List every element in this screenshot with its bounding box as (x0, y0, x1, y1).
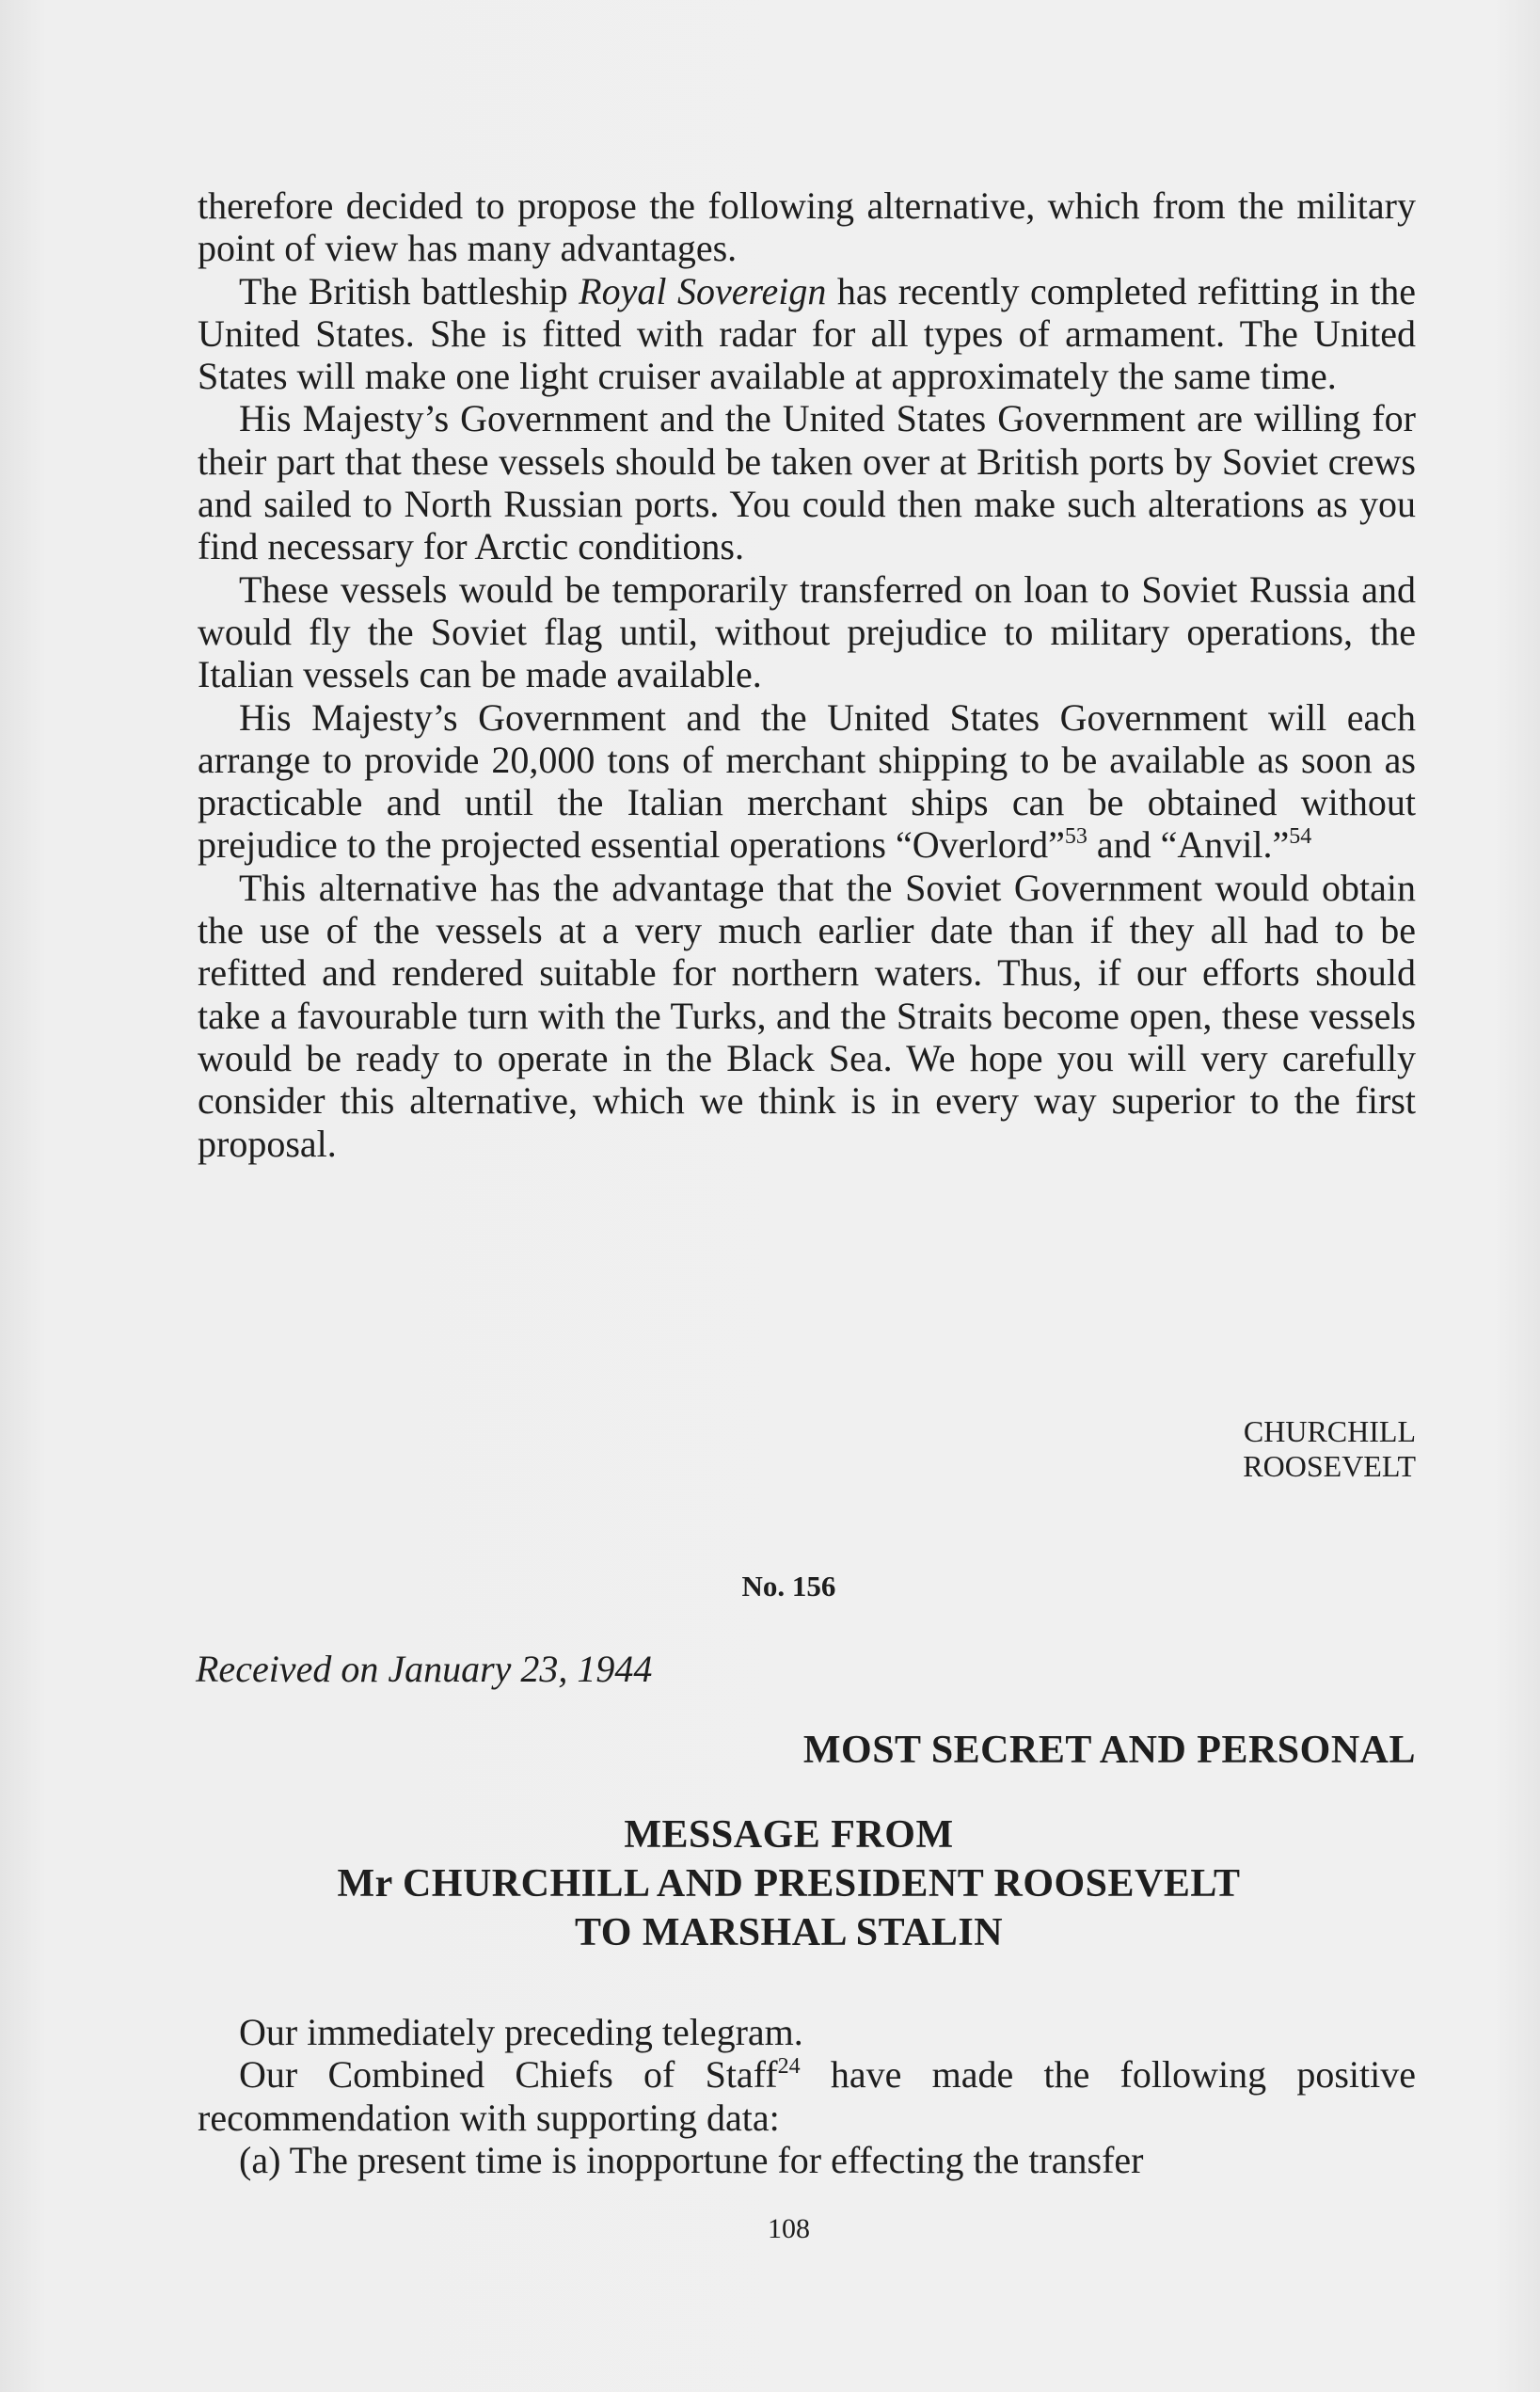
paragraph (198, 696, 1416, 867)
paragraph (198, 2053, 1416, 2139)
signature-block (1243, 1414, 1416, 1484)
ship-name: Royal Sovereign (579, 269, 827, 312)
footnote-ref: 24 (777, 2054, 801, 2080)
page-number: 108 (768, 2213, 810, 2244)
paragraph: Our immediately preceding telegram. (239, 2011, 803, 2053)
document-number: No. 156 (741, 1570, 836, 1603)
paragraph (198, 270, 1416, 398)
footnote-ref: 54 (1289, 824, 1312, 850)
text-segment: The British battleship (239, 269, 579, 312)
signature: ROOSEVELT (1243, 1449, 1416, 1483)
heading-line: MESSAGE FROM (624, 1813, 954, 1857)
received-date: Received on January 23, 1944 (196, 1648, 653, 1690)
text-segment: and “Anvil.” (1087, 823, 1290, 867)
paragraph: His Majesty’s Government and the United States Government are willing for their part that these vessels should be taken over at British ports by Soviet crews and sailed to North Russian ports. You could then make such alterations as you find necessary for Arctic conditions. (198, 397, 1416, 568)
text-segment: His Majesty’s Government and the United States Government will each arrange to provide 20,000 tons of merchant shipping to be available as soon as practicable and until the Italian merchant ships can be obtained without prejudice to the projected essential operations “Overlord” (198, 695, 1416, 867)
signature: CHURCHILL (1243, 1414, 1416, 1448)
paragraph: These vessels would be temporarily transferred on loan to Soviet Russia and would fly the Soviet flag until, without prejudice to military operations, the Italian vessels can be made available. (198, 567, 1416, 696)
message-heading (0, 1810, 1540, 1957)
heading-line: Mr CHURCHILL AND PRESIDENT ROOSEVELT (337, 1862, 1241, 1906)
text-segment: have made the following positive recommendation with supporting data: (198, 2053, 1417, 2139)
text-segment: has recently completed refitting in the United States. She is fitted with radar for all types of armament. The United States will make one light cruiser available at approximately the same time. (198, 269, 1416, 398)
message-body (198, 2011, 1416, 2181)
letter-body (198, 184, 1416, 1165)
classification-heading: MOST SECRET AND PERSONAL (802, 1729, 1416, 1772)
text-segment: Our Combined Chiefs of Staff (239, 2053, 778, 2097)
paragraph: (a) The present time is inopportune for effecting the transfer (239, 2138, 1144, 2181)
footnote-ref: 53 (1064, 824, 1088, 850)
paragraph: This alternative has the advantage that the Soviet Government would obtain the use of the vessels at a very much earlier date than if they all had to be refitted and rendered suitable for northern waters. Thus, if our efforts should take a favourable turn with the Turks, and the Straits become open, these vessels would be ready to operate in the Black Sea. We hope you will very carefully consider this alternative, which we think is in every way superior to the first proposal. (198, 866, 1416, 1165)
paragraph: therefore decided to propose the following alternative, which from the military point of view has many advantages. (198, 184, 1416, 270)
heading-line: TO MARSHAL STALIN (574, 1911, 1004, 1954)
